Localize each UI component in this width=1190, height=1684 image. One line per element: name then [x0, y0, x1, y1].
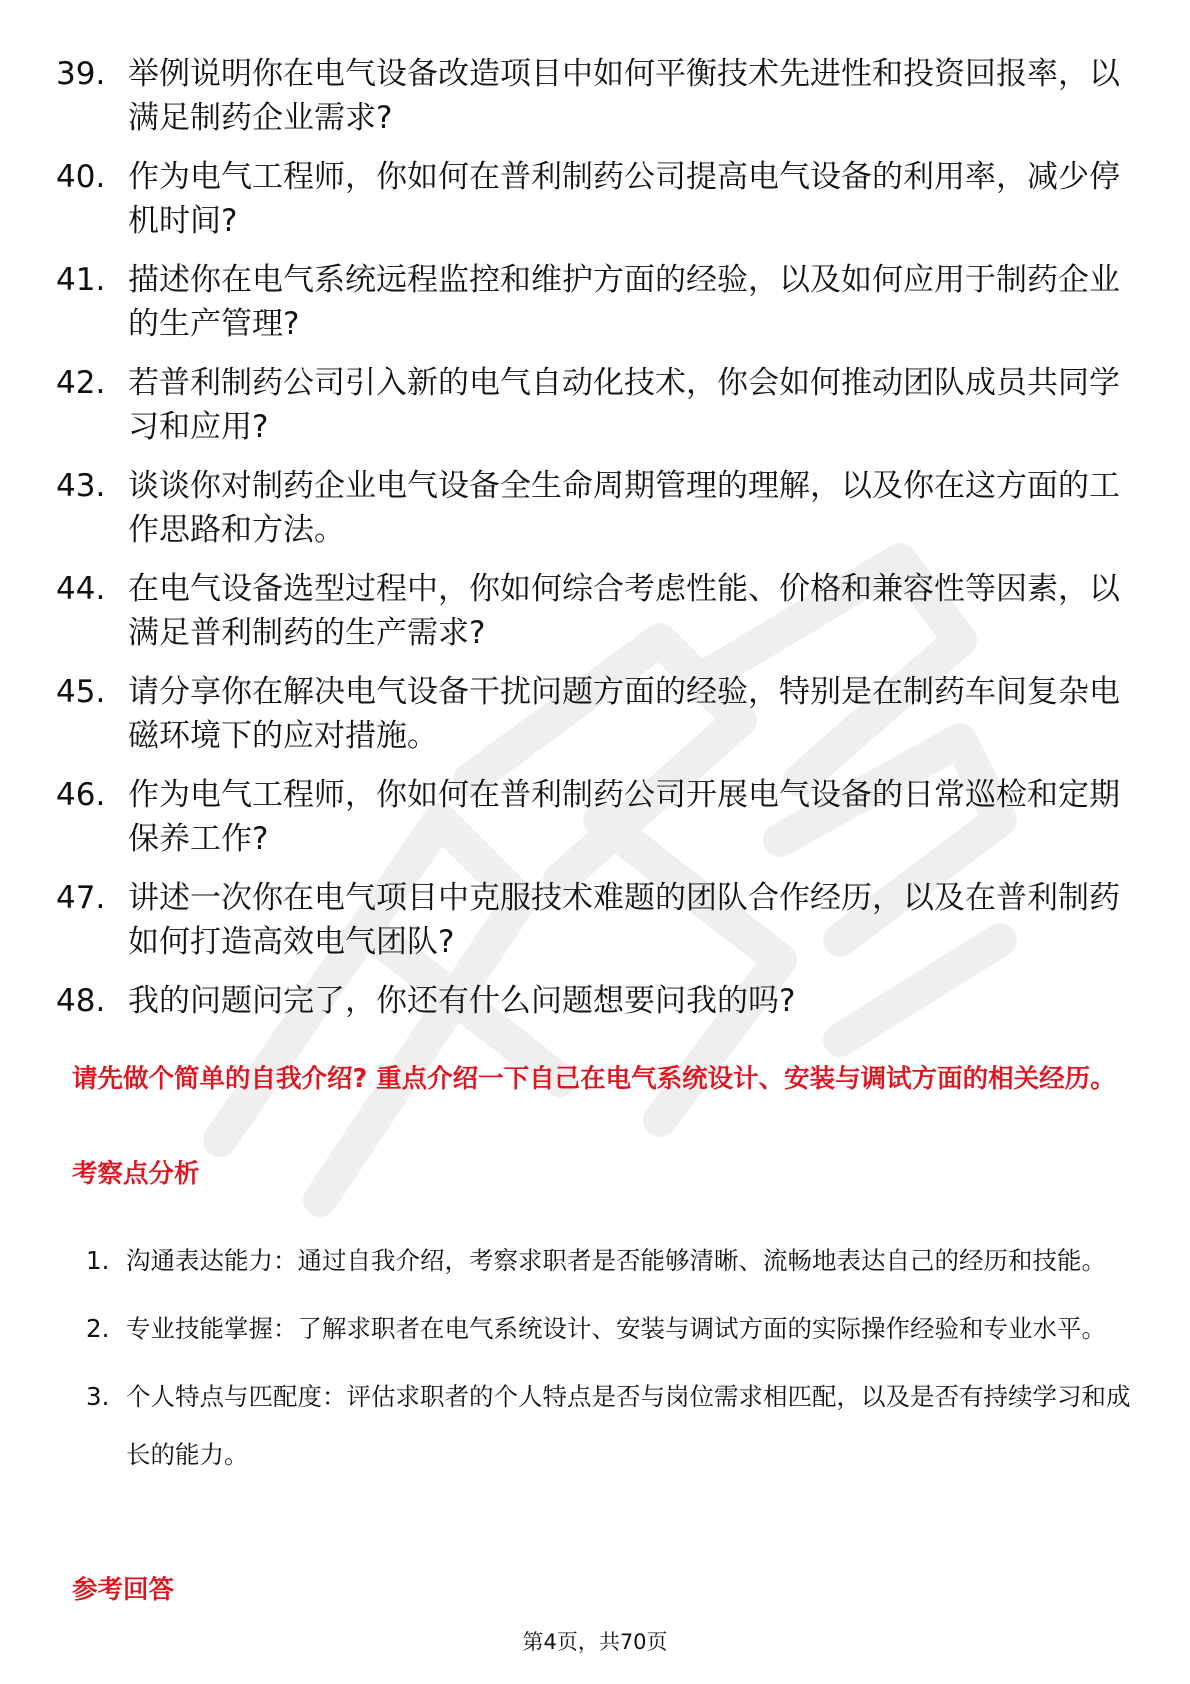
question-list	[56, 52, 1136, 1038]
question-number: 40.	[56, 159, 106, 195]
analysis-item	[86, 1232, 1136, 1290]
analysis-item	[86, 1300, 1136, 1358]
question-item	[56, 567, 1136, 655]
question-number: 45.	[56, 674, 106, 710]
question-number: 47.	[56, 880, 106, 916]
question-number: 46.	[56, 777, 106, 813]
question-item	[56, 979, 1136, 1023]
question-item	[56, 155, 1136, 243]
question-text: 谈谈你对制药企业电气设备全生命周期管理的理解，以及你在这方面的工作思路和方法。	[128, 468, 1120, 548]
question-item	[56, 773, 1136, 861]
question-number: 44.	[56, 571, 106, 607]
question-item	[56, 52, 1136, 140]
question-number: 39.	[56, 56, 106, 92]
analysis-text: 个人特点与匹配度：评估求职者的个人特点是否与岗位需求相匹配，以及是否有持续学习和成长的能力。	[126, 1382, 1131, 1469]
highlight-question: 请先做个简单的自我介绍? 重点介绍一下自己在电气系统设计、安装与调试方面的相关经历。	[72, 1064, 1116, 1094]
question-text: 若普利制药公司引入新的电气自动化技术，你会如何推动团队成员共同学习和应用?	[128, 365, 1120, 445]
question-number: 48.	[56, 983, 106, 1019]
question-number: 43.	[56, 468, 106, 504]
question-number: 41.	[56, 262, 106, 298]
reference-heading: 参考回答	[72, 1575, 175, 1605]
analysis-item	[86, 1368, 1136, 1484]
analysis-number: 1.	[86, 1246, 110, 1275]
question-text: 作为电气工程师，你如何在普利制药公司开展电气设备的日常巡检和定期保养工作?	[128, 777, 1120, 857]
analysis-heading: 考察点分析	[72, 1159, 200, 1189]
question-text: 作为电气工程师，你如何在普利制药公司提高电气设备的利用率，减少停机时间?	[128, 159, 1120, 239]
question-text: 在电气设备选型过程中，你如何综合考虑性能、价格和兼容性等因素，以满足普利制药的生产需求?	[128, 571, 1120, 651]
analysis-text: 专业技能掌握：了解求职者在电气系统设计、安装与调试方面的实际操作经验和专业水平。	[126, 1314, 1106, 1343]
question-text: 举例说明你在电气设备改造项目中如何平衡技术先进性和投资回报率，以满足制药企业需求?	[128, 56, 1120, 136]
analysis-number: 2.	[86, 1314, 110, 1343]
question-text: 描述你在电气系统远程监控和维护方面的经验，以及如何应用于制药企业的生产管理?	[128, 262, 1120, 342]
question-item	[56, 876, 1136, 964]
question-text: 我的问题问完了，你还有什么问题想要问我的吗?	[128, 983, 796, 1019]
question-number: 42.	[56, 365, 106, 401]
analysis-number: 3.	[86, 1382, 110, 1411]
question-item	[56, 361, 1136, 449]
analysis-text: 沟通表达能力：通过自我介绍，考察求职者是否能够清晰、流畅地表达自己的经历和技能。	[126, 1246, 1106, 1275]
question-item	[56, 258, 1136, 346]
analysis-list	[86, 1232, 1136, 1494]
question-item	[56, 464, 1136, 552]
page-footer: 第4页，共70页	[522, 1630, 668, 1654]
question-item	[56, 670, 1136, 758]
question-text: 讲述一次你在电气项目中克服技术难题的团队合作经历，以及在普利制药如何打造高效电气团队?	[128, 880, 1120, 960]
question-text: 请分享你在解决电气设备干扰问题方面的经验，特别是在制药车间复杂电磁环境下的应对措施。	[128, 674, 1120, 754]
